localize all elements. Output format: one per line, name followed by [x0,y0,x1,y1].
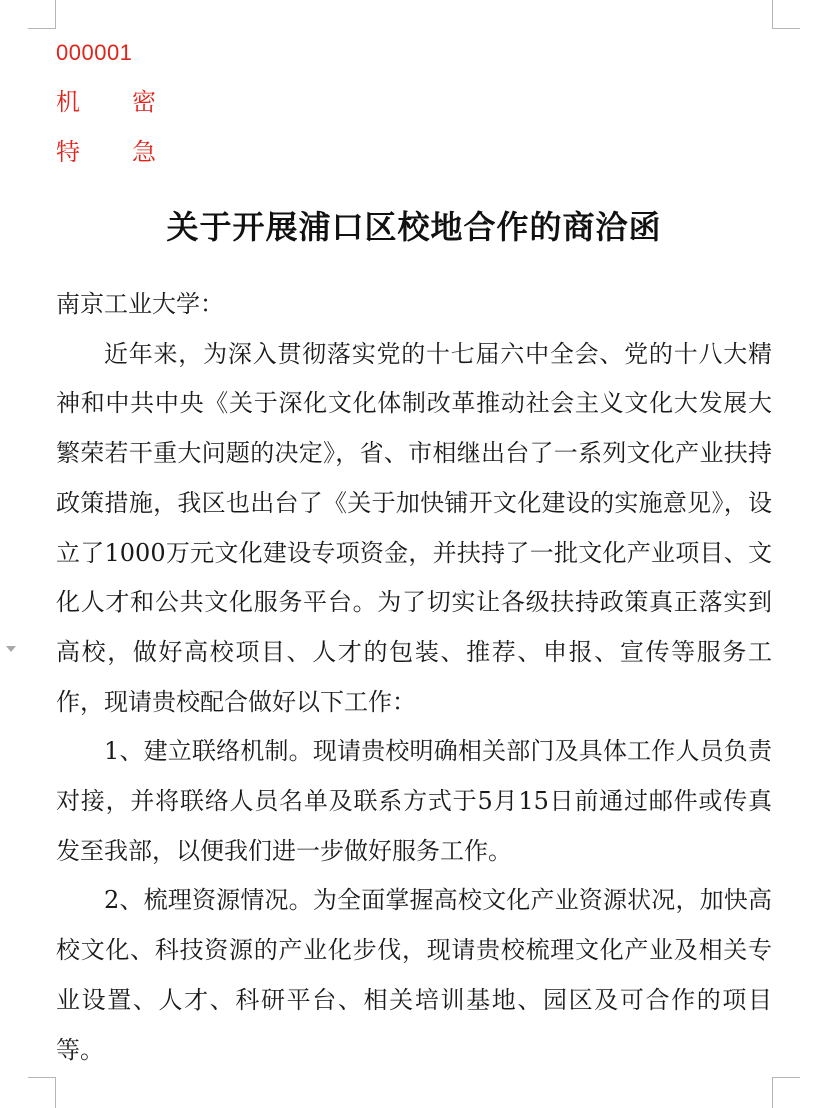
paragraph-item-2: 2、梳理资源情况。为全面掌握高校文化产业资源状况，加快高校文化、科技资源的产业化步伐，现请贵校梳理文化产业及相关专业设置、人才、科研平台、相关培训基地、园区及可合作的项目等。 [56,886,772,1064]
urgency-label: 特 急 [56,138,170,166]
salutation: 南京工业大学： [56,290,224,318]
crop-mark-bottom-left [28,1077,56,1078]
document-title: 关于开展浦口区校地合作的商洽函 [166,208,662,246]
crop-mark-top-right [772,28,800,29]
paragraph-item-1: 1、建立联络机制。现请贵校明确相关部门及具体工作人员负责对接，并将联络人员名单及联系方式于5月15日前通过邮件或传真发至我部，以便我们进一步做好服务工作。 [56,737,772,865]
crop-mark-bottom-left [55,1077,56,1108]
crop-mark-bottom-right [772,1077,773,1108]
paragraph-intro: 近年来，为深入贯彻落实党的十七届六中全会、党的十八大精神和中共中央《关于深化文化体制改革推动社会主义文化大发展大繁荣若干重大问题的决定》，省、市相继出台了一系列文化产业扶持政策措施，我区也出台了《关于加快铺开文化建设的实施意见》，设立了1000万元文化建设专项资金，并扶持了一批文化产业项目、文化人才和公共文化服务平台。为了切实让各级扶持政策真正落实到高校，做好高校项目、人才的包装、推荐、申报、宣传等服务工作，现请贵校配合做好以下工作： [56,339,772,716]
document-number: 000001 [56,40,133,65]
classification-label: 机 密 [56,88,170,116]
crop-mark-top-right [772,0,773,29]
document-body [56,280,772,1075]
crop-mark-bottom-right [772,1077,800,1078]
collapse-arrow-icon[interactable] [6,646,16,652]
crop-mark-top-left [28,28,56,29]
crop-mark-top-left [55,0,56,29]
